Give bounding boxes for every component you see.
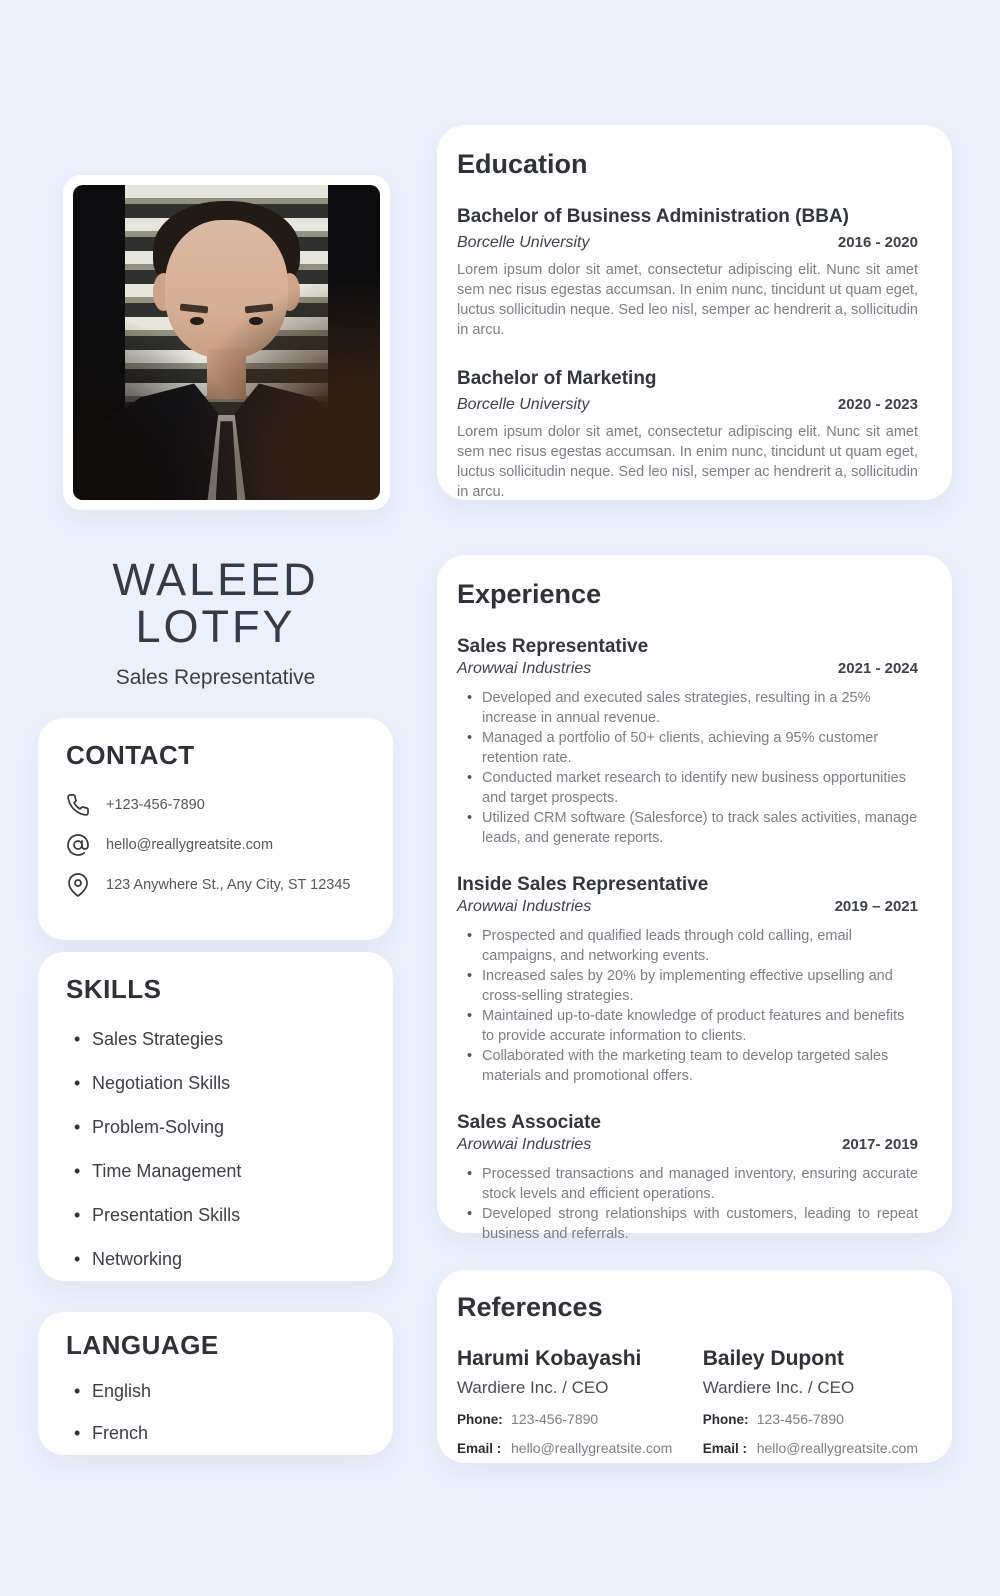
job-meta (457, 1136, 918, 1154)
language-heading: LANGUAGE (66, 1330, 219, 1360)
degree-title: Bachelor of Business Administration (BBA) (457, 206, 850, 227)
location-pin-icon (66, 873, 92, 897)
experience-card (437, 555, 952, 1242)
education-dates: 2016 - 2020 (837, 234, 918, 251)
phone-icon (66, 793, 92, 817)
reference-name: Harumi Kobayashi (457, 1347, 642, 1370)
skills-heading: SKILLS (66, 974, 162, 1004)
skills-card (38, 952, 393, 1281)
job-dates: 2019 – 2021 (834, 898, 918, 915)
reference-company: Wardiere Inc. / CEO (702, 1378, 855, 1397)
reference-email-row (457, 1440, 703, 1456)
skill-item: • Sales Strategies (66, 1029, 365, 1050)
job-title: Sales Representative (115, 666, 316, 689)
name-block (38, 556, 393, 690)
contact-email-row (66, 833, 365, 857)
language-item: • French (66, 1423, 365, 1444)
reference-phone-row (703, 1411, 918, 1427)
references-card (437, 1270, 952, 1463)
education-entry (457, 206, 918, 340)
degree-title: Bachelor of Marketing (457, 368, 657, 389)
language-item: • English (66, 1381, 365, 1402)
reference-name: Bailey Dupont (702, 1347, 844, 1370)
job-bullets (457, 926, 918, 1086)
profile-photo-frame (63, 175, 390, 510)
contact-heading: CONTACT (66, 740, 195, 770)
skill-item: • Presentation Skills (66, 1205, 365, 1226)
job-bullets (457, 688, 918, 848)
education-heading: Education (457, 149, 588, 179)
education-dates: 2020 - 2023 (837, 396, 918, 413)
education-description: Lorem ipsum dolor sit amet, consectetur adipiscing elit. Nunc sit amet sem nec risus egestas accumsan. In enim nunc, tincidunt ut quam eget, luctus sollicitudin neque. Sed leo nisl, semper ac hendrerit a, sollicitudin in arcu. (457, 424, 918, 500)
bullet-item: • Collaborated with the marketing team to develop targeted sales materials and promotional offers. (457, 1046, 918, 1086)
references-heading: References (457, 1292, 603, 1322)
email-value: hello@reallygreatsite.com (106, 837, 274, 853)
references-grid (457, 1347, 918, 1456)
reference-email-row (703, 1440, 918, 1456)
skills-list (66, 1029, 365, 1270)
first-name: WALEED (112, 554, 319, 605)
reference-phone-row (457, 1411, 703, 1427)
education-card (437, 125, 952, 500)
phone-label: Phone: (457, 1412, 503, 1427)
job-title: Inside Sales Representative (457, 874, 709, 895)
bullet-item: • Managed a portfolio of 50+ clients, achieving a 95% customer retention rate. (457, 728, 918, 768)
job-dates: 2017- 2019 (842, 1136, 918, 1153)
phone-value: 123-456-7890 (511, 1411, 599, 1427)
experience-job (457, 1112, 918, 1244)
contact-address-row (66, 873, 365, 897)
at-sign-icon (66, 833, 92, 857)
degree-meta (457, 396, 918, 414)
job-bullets (457, 1164, 918, 1244)
bullet-item: • Conducted market research to identify new business opportunities and target prospects. (457, 768, 918, 808)
degree-meta (457, 234, 918, 252)
experience-job (457, 874, 918, 1086)
bullet-item: • Utilized CRM software (Salesforce) to track sales activities, manage leads, and generate reports. (457, 808, 918, 848)
job-title: Sales Representative (457, 636, 649, 657)
bullet-item: • Prospected and qualified leads through cold calling, email campaigns, and networking events. (457, 926, 918, 966)
language-list (66, 1381, 365, 1444)
job-title: Sales Associate (457, 1112, 601, 1133)
language-card (38, 1312, 393, 1455)
bullet-item: • Increased sales by 20% by implementing effective upselling and cross-selling strategies. (457, 966, 918, 1006)
profile-photo (73, 185, 380, 500)
email-label: Email : (457, 1441, 502, 1456)
job-dates: 2021 - 2024 (837, 660, 918, 677)
skill-item: • Negotiation Skills (66, 1073, 365, 1094)
phone-value: +123-456-7890 (106, 797, 205, 813)
job-meta (457, 898, 918, 916)
bullet-item: • Processed transactions and managed inventory, ensuring accurate stock levels and efficient operations. (457, 1164, 918, 1204)
reference-company: Wardiere Inc. / CEO (457, 1378, 609, 1397)
bullet-item: • Maintained up-to-date knowledge of product features and benefits to provide accurate information to clients. (457, 1006, 918, 1046)
experience-job (457, 636, 918, 848)
skill-item: • Networking (66, 1249, 365, 1270)
experience-heading: Experience (457, 579, 602, 609)
bullet-item: • Developed and executed sales strategies, resulting in a 25% increase in annual revenue. (457, 688, 918, 728)
contact-list (66, 793, 365, 897)
email-value: hello@reallygreatsite.com (756, 1440, 918, 1456)
last-name: LOTFY (135, 601, 296, 652)
job-meta (457, 660, 918, 678)
address-value: 123 Anywhere St., Any City, ST 12345 (106, 877, 351, 893)
company-name: Arowwai Industries (457, 1136, 592, 1153)
phone-label: Phone: (702, 1412, 749, 1427)
school-name: Borcelle University (457, 234, 590, 251)
photo-vignette (73, 185, 380, 500)
education-entry (457, 368, 918, 502)
reference-entry (457, 1347, 703, 1456)
education-description: Lorem ipsum dolor sit amet, consectetur adipiscing elit. Nunc sit amet sem nec risus egestas accumsan. In enim nunc, tincidunt ut quam eget, luctus sollicitudin neque. Sed leo nisl, semper ac hendrerit a, sollicitudin in arcu. (457, 262, 918, 338)
skill-item: • Time Management (66, 1161, 365, 1182)
contact-phone-row (66, 793, 365, 817)
skill-item: • Problem-Solving (66, 1117, 365, 1138)
school-name: Borcelle University (457, 396, 590, 413)
phone-value: 123-456-7890 (756, 1411, 844, 1427)
email-value: hello@reallygreatsite.com (511, 1440, 673, 1456)
reference-entry (703, 1347, 918, 1456)
company-name: Arowwai Industries (457, 660, 592, 677)
bullet-item: • Developed strong relationships with customers, leading to repeat business and referrals. (457, 1204, 918, 1244)
contact-card (38, 718, 393, 940)
company-name: Arowwai Industries (457, 898, 592, 915)
email-label: Email : (702, 1441, 747, 1456)
